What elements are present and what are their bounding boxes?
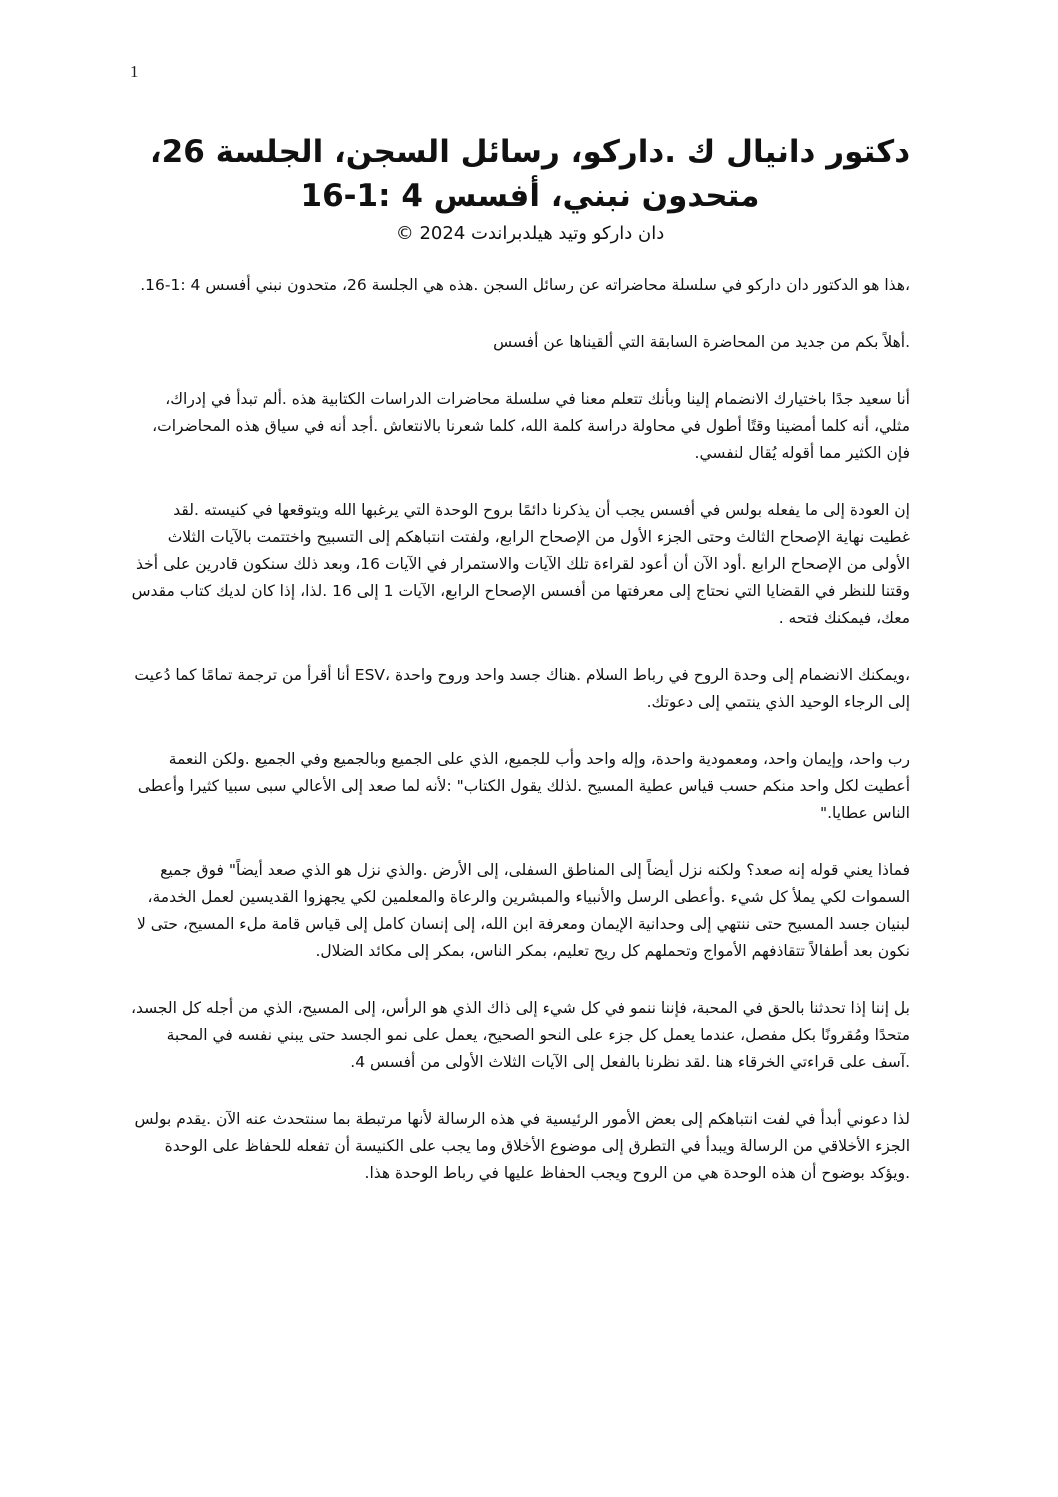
paragraph: إن العودة إلى ما يفعله بولس في أفسس يجب أن يذكرنا دائمًا بروح الوحدة التي يرغبها الله ويتوقعها في كنيسته .لقد غطيت نهاية الإصحاح الثالث وحتى الجزء الأول من الإصحاح الرابع، ولفتت انتباهكم إلى التسبيح واختتمت بالآيات الثلاث الأولى من الإصحاح الرابع .أود الآن أن أعود لقراءة تلك الآيات والاستمرار في الآيات 16، وبعد ذلك سنكون قادرين على أخذ وقتنا للنظر في القضايا التي نحتاج إلى معرفتها من أفسس الإصحاح الرابع، الآيات 1 إلى 16 .لذا، إذا كان لديك كتاب مقدس معك، فيمكنك فتحه . (131, 501, 910, 627)
paragraph: لذا دعوني أبدأ في لفت انتباهكم إلى بعض الأمور الرئيسية في هذه الرسالة لأنها مرتبطة بما سنتحدث عنه الآن .يقدم بولس الجزء الأخلاقي من الرسالة ويبدأ في التطرق إلى موضوع الأخلاق وما يجب على الكنيسة أن تفعله للحفاظ على الوحدة .ويؤكد بوضوح أن هذه الوحدة هي من الروح ويجب الحفاظ عليها في رباط الوحدة هذا. (134, 1110, 910, 1182)
body-text (130, 272, 910, 1217)
paragraph: ،ويمكنك الانضمام إلى وحدة الروح في رباط السلام .هناك جسد واحد وروح واحدة ،ESV أنا أقرأ من ترجمة تمامًا كما دُعيت إلى الرجاء الوحيد الذي ينتمي إلى دعوتك. (134, 666, 910, 711)
paragraph: رب واحد، وإيمان واحد، ومعمودية واحدة، وإله واحد وأب للجميع، الذي على الجميع وبالجميع وفي الجميع .ولكن النعمة أعطيت لكل واحد منكم حسب قياس عطية المسيح .لذلك يقول الكتاب" :لأنه لما صعد إلى الأعالي سبى سبيا كثيرا وأعطى الناس عطايا." (137, 750, 910, 822)
page-number: 1 (130, 62, 139, 81)
page-title: دكتور دانيال ك .داركو، رسائل السجن، الجلسة 26، متحدون نبني، أفسس 4 :1-16 (149, 134, 911, 214)
copyright-line: دان داركو وتيد هيلدبراندت 2024 © (395, 223, 665, 244)
paragraph: أنا سعيد جدًا باختيارك الانضمام إلينا وبأنك تتعلم معنا في سلسلة محاضرات الدراسات الكتابية هذه .ألم تبدأ في إدراك، مثلي، أنه كلما أمضينا وقتًا أطول في محاولة دراسة كلمة الله، كلما شعرنا بالانتعاش .أجد أنه في سياق هذه المحاضرات، فإن الكثير مما أقوله يُقال لنفسي. (152, 390, 910, 462)
paragraph: بل إننا إذا تحدثنا بالحق في المحبة، فإننا ننمو في كل شيء إلى ذاك الذي هو الرأس، إلى المسيح، الذي من أجله كل الجسد، متحدًا ومُقرونًا بكل مفصل، عندما يعمل كل جزء على النحو الصحيح، يعمل على نمو الجسد حتى يبني نفسه في المحبة .آسف على قراءتي الخرقاء هنا .لقد نظرنا بالفعل إلى الآيات الثلاث الأولى من أفسس 4. (130, 999, 910, 1071)
paragraph-welcome: .أهلاً بكم من جديد من المحاضرة السابقة التي ألقيناها عن أفسس (493, 333, 910, 351)
paragraph-intro: ،هذا هو الدكتور دان داركو في سلسلة محاضراته عن رسائل السجن .هذه هي الجلسة 26، متحدون نبني أفسس 4 :1-16. (140, 276, 910, 294)
paragraph: فماذا يعني قوله إنه صعد؟ ولكنه نزل أيضاً إلى المناطق السفلى، إلى الأرض .والذي نزل هو الذي صعد أيضاً" فوق جميع السموات لكي يملأ كل شيء .وأعطى الرسل والأنبياء والمبشرين والرعاة والمعلمين لكي يجهزوا القديسين لعمل الخدمة، لبنيان جسد المسيح حتى ننتهي إلى وحدانية الإيمان ومعرفة ابن الله، إلى إنسان كامل إلى قياس قامة ملء المسيح، حتى لا نكون بعد أطفالاً تتقاذفهم الأمواج وتحملهم كل ريح تعليم، بمكر الناس، بمكر إلى مكائد الضلال. (137, 861, 910, 960)
